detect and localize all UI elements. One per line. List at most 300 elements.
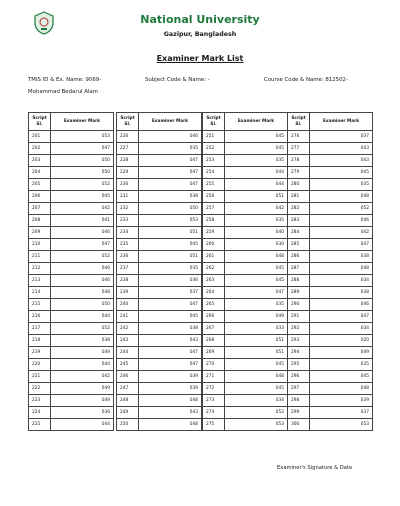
examiner-mark-cell: 020: [310, 335, 373, 347]
table-row: [203, 131, 288, 143]
examiner-mark-cell: 047: [51, 143, 114, 155]
script-serial-cell: 271: [203, 371, 225, 383]
script-serial-cell: 282: [288, 203, 310, 215]
table-row: [288, 299, 373, 311]
examiner-mark-cell: 046: [51, 275, 114, 287]
script-serial-cell: 203: [29, 155, 51, 167]
table-header-row: [288, 113, 373, 131]
script-column-header: Script Sl.: [203, 113, 225, 131]
examiner-mark-cell: 050: [51, 155, 114, 167]
examiner-mark-cell: 044: [225, 167, 288, 179]
script-serial-cell: 269: [203, 347, 225, 359]
examiner-mark-cell: 049: [310, 347, 373, 359]
examiner-mark-cell: 044: [51, 311, 114, 323]
script-serial-cell: 299: [288, 407, 310, 419]
examiner-mark-cell: 045: [310, 167, 373, 179]
table-row: [117, 359, 202, 371]
script-serial-cell: 222: [29, 383, 51, 395]
examiner-mark-cell: 030: [225, 239, 288, 251]
script-serial-cell: 246: [117, 371, 139, 383]
script-serial-cell: 219: [29, 347, 51, 359]
table-row: [288, 263, 373, 275]
script-serial-cell: 229: [117, 167, 139, 179]
examiner-mark-cell: 042: [51, 203, 114, 215]
table-row: [288, 227, 373, 239]
table-row: [203, 287, 288, 299]
script-serial-cell: 216: [29, 311, 51, 323]
examiner-mark-cell: 035: [225, 215, 288, 227]
script-serial-cell: 241: [117, 311, 139, 323]
examiner-mark-cell: 051: [139, 227, 202, 239]
examiner-mark-cell: 048: [139, 395, 202, 407]
script-serial-cell: 285: [288, 239, 310, 251]
examiner-name: Mohammad Bedarul Alam: [28, 89, 98, 95]
script-serial-cell: 213: [29, 275, 51, 287]
examiner-mark-cell: 047: [139, 179, 202, 191]
script-serial-cell: 279: [288, 167, 310, 179]
examiner-mark-cell: 047: [139, 299, 202, 311]
script-serial-cell: 296: [288, 371, 310, 383]
examiner-mark-cell: 039: [310, 395, 373, 407]
document-title: Examiner Mark List: [156, 54, 244, 63]
script-serial-cell: 249: [117, 407, 139, 419]
table-row: [117, 395, 202, 407]
examiner-mark-cell: 046: [310, 215, 373, 227]
table-header-row: [29, 113, 114, 131]
examiner-mark-cell: 048: [225, 251, 288, 263]
mark-column-header: Examiner Mark: [310, 113, 373, 131]
examiner-mark-cell: 047: [139, 359, 202, 371]
examiner-mark-cell: 035: [225, 299, 288, 311]
script-serial-cell: 273: [203, 395, 225, 407]
table-row: [29, 359, 114, 371]
table-row: [203, 359, 288, 371]
table-row: [117, 131, 202, 143]
table-row: [288, 239, 373, 251]
examiner-mark-cell: 053: [139, 215, 202, 227]
table-row: [29, 395, 114, 407]
table-row: [288, 275, 373, 287]
examiner-mark-cell: 053: [51, 131, 114, 143]
examiner-mark-cell: 038: [310, 251, 373, 263]
script-serial-cell: 230: [117, 179, 139, 191]
examiner-mark-cell: 035: [139, 143, 202, 155]
table-row: [29, 299, 114, 311]
script-serial-cell: 261: [203, 251, 225, 263]
examiner-mark-cell: 045: [225, 143, 288, 155]
table-row: [29, 239, 114, 251]
table-row: [117, 215, 202, 227]
examiner-mark-cell: 051: [139, 251, 202, 263]
mark-table-4: [287, 112, 373, 431]
table-row: [288, 191, 373, 203]
table-row: [117, 299, 202, 311]
table-row: [288, 167, 373, 179]
mark-table-1: [28, 112, 114, 431]
script-serial-cell: 252: [203, 143, 225, 155]
examiner-mark-cell: 050: [51, 167, 114, 179]
table-row: [117, 335, 202, 347]
script-serial-cell: 300: [288, 419, 310, 431]
examiner-mark-cell: 035: [139, 263, 202, 275]
script-serial-cell: 251: [203, 131, 225, 143]
examiner-signature-label: Examiner's Signature & Date: [277, 465, 353, 471]
examiner-mark-cell: 045: [225, 383, 288, 395]
script-serial-cell: 278: [288, 155, 310, 167]
script-serial-cell: 227: [117, 143, 139, 155]
script-column-header: Script Sl.: [117, 113, 139, 131]
examiner-mark-cell: 035: [225, 155, 288, 167]
examiner-mark-cell: 038: [310, 287, 373, 299]
examiner-mark-cell: 047: [51, 239, 114, 251]
table-row: [117, 311, 202, 323]
script-serial-cell: 253: [203, 155, 225, 167]
script-serial-cell: 236: [117, 251, 139, 263]
script-serial-cell: 267: [203, 323, 225, 335]
table-row: [288, 203, 373, 215]
examiner-mark-cell: 043: [139, 335, 202, 347]
table-row: [288, 287, 373, 299]
script-serial-cell: 210: [29, 239, 51, 251]
table-row: [288, 143, 373, 155]
script-serial-cell: 237: [117, 263, 139, 275]
script-serial-cell: 220: [29, 359, 51, 371]
examiner-mark-cell: 052: [225, 407, 288, 419]
mark-column-header: Examiner Mark: [51, 113, 114, 131]
script-serial-cell: 228: [117, 155, 139, 167]
script-serial-cell: 242: [117, 323, 139, 335]
table-row: [117, 275, 202, 287]
script-serial-cell: 266: [203, 311, 225, 323]
examiner-mark-cell: 049: [51, 383, 114, 395]
script-serial-cell: 226: [117, 131, 139, 143]
examiner-mark-cell: 045: [225, 359, 288, 371]
examiner-mark-cell: 037: [139, 287, 202, 299]
table-row: [203, 419, 288, 431]
script-serial-cell: 215: [29, 299, 51, 311]
subject-label: Subject Code & Name: -: [145, 77, 210, 83]
script-serial-cell: 207: [29, 203, 51, 215]
examiner-mark-cell: 041: [51, 215, 114, 227]
table-row: [203, 203, 288, 215]
table-header-row: [203, 113, 288, 131]
script-serial-cell: 224: [29, 407, 51, 419]
script-serial-cell: 211: [29, 251, 51, 263]
script-serial-cell: 270: [203, 359, 225, 371]
table-row: [203, 383, 288, 395]
examiner-mark-cell: 042: [51, 371, 114, 383]
examiner-mark-cell: 043: [139, 407, 202, 419]
table-row: [288, 371, 373, 383]
examiner-mark-cell: 038: [139, 323, 202, 335]
table-row: [29, 383, 114, 395]
table-row: [29, 347, 114, 359]
examiner-mark-cell: 039: [139, 383, 202, 395]
table-row: [288, 311, 373, 323]
table-row: [203, 347, 288, 359]
script-serial-cell: 258: [203, 215, 225, 227]
examiner-mark-cell: 048: [310, 383, 373, 395]
table-row: [29, 191, 114, 203]
script-serial-cell: 202: [29, 143, 51, 155]
script-serial-cell: 263: [203, 275, 225, 287]
examiner-mark-cell: 034: [310, 275, 373, 287]
script-column-header: Script Sl.: [288, 113, 310, 131]
table-row: [203, 371, 288, 383]
table-row: [29, 323, 114, 335]
script-serial-cell: 292: [288, 323, 310, 335]
table-row: [29, 407, 114, 419]
examiner-mark-cell: 036: [51, 407, 114, 419]
table-row: [117, 179, 202, 191]
table-row: [29, 275, 114, 287]
script-serial-cell: 298: [288, 395, 310, 407]
script-serial-cell: 221: [29, 371, 51, 383]
examiner-mark-cell: 039: [139, 371, 202, 383]
table-row: [117, 383, 202, 395]
examiner-mark-cell: 051: [225, 347, 288, 359]
table-row: [288, 335, 373, 347]
mark-table-2: [116, 112, 202, 431]
script-serial-cell: 239: [117, 287, 139, 299]
examiner-mark-cell: 047: [139, 155, 202, 167]
table-row: [29, 203, 114, 215]
examiner-mark-cell: 038: [51, 335, 114, 347]
script-serial-cell: 287: [288, 263, 310, 275]
examiner-mark-cell: 052: [51, 251, 114, 263]
examiner-mark-cell: 044: [51, 359, 114, 371]
table-row: [117, 287, 202, 299]
script-serial-cell: 281: [288, 191, 310, 203]
table-row: [29, 143, 114, 155]
examiner-mark-cell: 035: [310, 359, 373, 371]
script-serial-cell: 206: [29, 191, 51, 203]
examiner-mark-cell: 050: [139, 203, 202, 215]
table-row: [288, 155, 373, 167]
script-serial-cell: 225: [29, 419, 51, 431]
table-row: [29, 167, 114, 179]
table-row: [203, 263, 288, 275]
table-row: [29, 287, 114, 299]
examiner-mark-cell: 052: [310, 203, 373, 215]
table-row: [288, 359, 373, 371]
script-serial-cell: 233: [117, 215, 139, 227]
script-serial-cell: 274: [203, 407, 225, 419]
examiner-mark-cell: 053: [225, 419, 288, 431]
table-row: [117, 239, 202, 251]
examiner-mark-cell: 034: [310, 323, 373, 335]
table-row: [288, 179, 373, 191]
table-row: [117, 419, 202, 431]
script-serial-cell: 223: [29, 395, 51, 407]
examiner-mark-cell: 040: [225, 227, 288, 239]
table-row: [203, 143, 288, 155]
script-serial-cell: 294: [288, 347, 310, 359]
script-serial-cell: 205: [29, 179, 51, 191]
table-row: [29, 311, 114, 323]
script-serial-cell: 240: [117, 299, 139, 311]
table-row: [203, 335, 288, 347]
examiner-mark-cell: 050: [51, 299, 114, 311]
table-row: [117, 155, 202, 167]
table-row: [288, 383, 373, 395]
table-row: [29, 155, 114, 167]
table-row: [203, 323, 288, 335]
table-row: [29, 335, 114, 347]
table-row: [203, 191, 288, 203]
script-serial-cell: 277: [288, 143, 310, 155]
table-row: [203, 395, 288, 407]
script-serial-cell: 264: [203, 287, 225, 299]
tmis-id-label: TMIS ID & Ex. Name: 9069-: [28, 77, 102, 83]
examiner-mark-cell: 045: [225, 131, 288, 143]
script-serial-cell: 284: [288, 227, 310, 239]
examiner-mark-cell: 049: [51, 347, 114, 359]
examiner-mark-cell: 047: [310, 311, 373, 323]
table-row: [203, 239, 288, 251]
script-serial-cell: 268: [203, 335, 225, 347]
mark-table-3: [202, 112, 288, 431]
script-serial-cell: 260: [203, 239, 225, 251]
examiner-mark-cell: 035: [310, 179, 373, 191]
examiner-mark-cell: 047: [139, 167, 202, 179]
mark-column-header: Examiner Mark: [225, 113, 288, 131]
table-row: [288, 407, 373, 419]
table-row: [29, 215, 114, 227]
examiner-mark-cell: 046: [310, 299, 373, 311]
examiner-mark-cell: 045: [310, 371, 373, 383]
examiner-mark-cell: 037: [310, 131, 373, 143]
script-serial-cell: 234: [117, 227, 139, 239]
examiner-mark-cell: 046: [51, 263, 114, 275]
table-row: [288, 131, 373, 143]
table-row: [117, 167, 202, 179]
script-serial-cell: 250: [117, 419, 139, 431]
examiner-mark-cell: 044: [225, 179, 288, 191]
script-serial-cell: 289: [288, 287, 310, 299]
examiner-mark-cell: 051: [225, 191, 288, 203]
table-row: [203, 311, 288, 323]
examiner-mark-cell: 048: [225, 371, 288, 383]
examiner-mark-cell: 053: [310, 419, 373, 431]
table-row: [29, 263, 114, 275]
examiner-mark-cell: 048: [51, 287, 114, 299]
course-label: Course Code & Name: 812502-: [264, 77, 348, 83]
script-serial-cell: 280: [288, 179, 310, 191]
examiner-mark-cell: 047: [310, 239, 373, 251]
table-row: [203, 299, 288, 311]
script-serial-cell: 295: [288, 359, 310, 371]
table-row: [288, 251, 373, 263]
script-serial-cell: 201: [29, 131, 51, 143]
script-serial-cell: 293: [288, 335, 310, 347]
table-row: [203, 275, 288, 287]
script-serial-cell: 291: [288, 311, 310, 323]
table-row: [203, 167, 288, 179]
script-serial-cell: 235: [117, 239, 139, 251]
table-row: [117, 227, 202, 239]
script-serial-cell: 238: [117, 275, 139, 287]
examiner-mark-cell: 038: [139, 191, 202, 203]
examiner-mark-cell: 042: [225, 203, 288, 215]
script-serial-cell: 272: [203, 383, 225, 395]
script-serial-cell: 286: [288, 251, 310, 263]
script-serial-cell: 255: [203, 179, 225, 191]
table-row: [203, 407, 288, 419]
table-row: [117, 191, 202, 203]
examiner-mark-cell: 046: [139, 131, 202, 143]
examiner-mark-cell: 042: [310, 227, 373, 239]
table-row: [117, 323, 202, 335]
table-row: [117, 263, 202, 275]
examiner-mark-cell: 046: [51, 227, 114, 239]
script-serial-cell: 217: [29, 323, 51, 335]
examiner-mark-cell: 033: [225, 323, 288, 335]
script-serial-cell: 243: [117, 335, 139, 347]
examiner-mark-cell: 045: [51, 191, 114, 203]
examiner-mark-cell: 048: [139, 419, 202, 431]
table-row: [288, 323, 373, 335]
script-serial-cell: 283: [288, 215, 310, 227]
examiner-mark-cell: 049: [225, 311, 288, 323]
table-row: [117, 407, 202, 419]
table-row: [288, 419, 373, 431]
examiner-mark-cell: 043: [310, 155, 373, 167]
university-location: Gazipur, Bangladesh: [163, 31, 237, 38]
script-serial-cell: 244: [117, 347, 139, 359]
table-row: [29, 179, 114, 191]
script-serial-cell: 208: [29, 215, 51, 227]
script-serial-cell: 231: [117, 191, 139, 203]
script-serial-cell: 297: [288, 383, 310, 395]
script-serial-cell: 248: [117, 395, 139, 407]
script-serial-cell: 212: [29, 263, 51, 275]
examiner-mark-cell: 045: [225, 263, 288, 275]
script-serial-cell: 259: [203, 227, 225, 239]
script-serial-cell: 247: [117, 383, 139, 395]
script-serial-cell: 262: [203, 263, 225, 275]
script-serial-cell: 256: [203, 191, 225, 203]
table-row: [117, 371, 202, 383]
table-row: [29, 251, 114, 263]
examiner-mark-cell: 044: [51, 419, 114, 431]
script-serial-cell: 218: [29, 335, 51, 347]
table-row: [203, 155, 288, 167]
table-row: [117, 203, 202, 215]
script-serial-cell: 214: [29, 287, 51, 299]
examiner-mark-cell: 052: [51, 179, 114, 191]
script-serial-cell: 254: [203, 167, 225, 179]
script-serial-cell: 245: [117, 359, 139, 371]
script-serial-cell: 290: [288, 299, 310, 311]
script-serial-cell: 204: [29, 167, 51, 179]
examiner-mark-cell: 037: [310, 407, 373, 419]
examiner-mark-cell: 036: [139, 275, 202, 287]
table-row: [203, 215, 288, 227]
script-serial-cell: 209: [29, 227, 51, 239]
table-row: [29, 131, 114, 143]
examiner-mark-cell: 045: [225, 275, 288, 287]
mark-column-header: Examiner Mark: [139, 113, 202, 131]
table-row: [117, 143, 202, 155]
examiner-mark-cell: 047: [139, 347, 202, 359]
examiner-mark-cell: 047: [225, 287, 288, 299]
table-row: [117, 347, 202, 359]
script-column-header: Script Sl.: [29, 113, 51, 131]
examiner-mark-cell: 045: [139, 311, 202, 323]
examiner-mark-cell: 051: [225, 335, 288, 347]
table-row: [203, 227, 288, 239]
